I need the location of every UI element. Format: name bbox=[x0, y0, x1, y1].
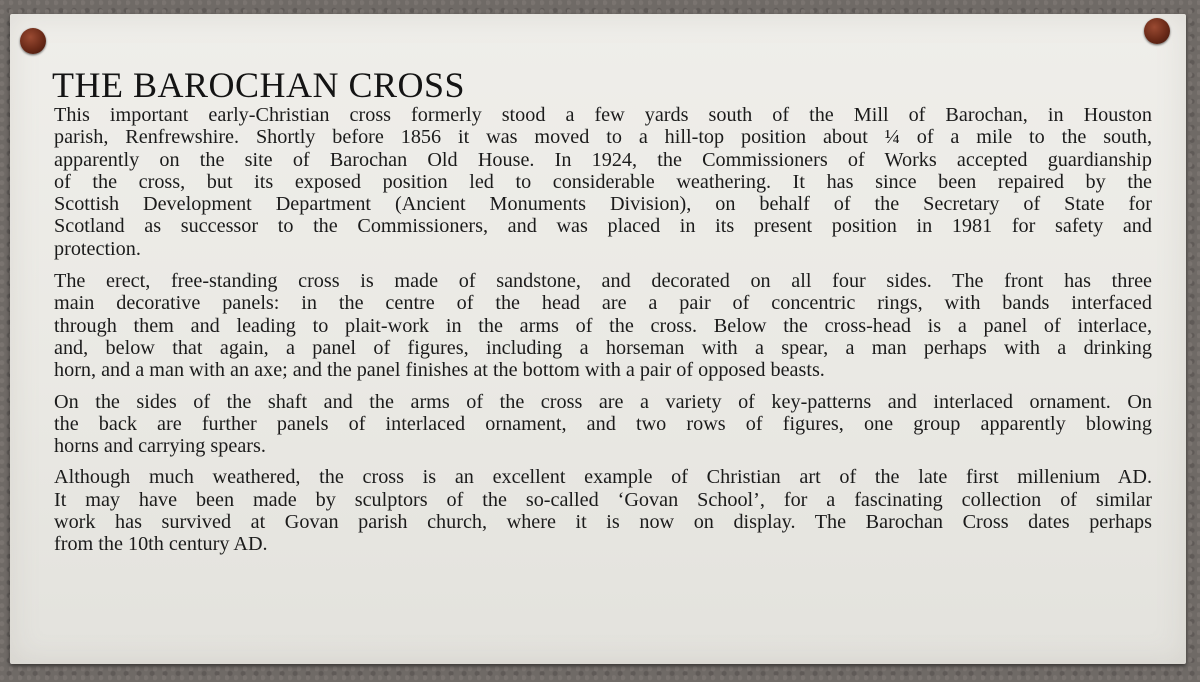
screw-head-icon bbox=[20, 28, 46, 54]
text-line: from the 10th century AD. bbox=[54, 533, 268, 556]
text-line: This important early-Christian cross formerly stood a few yards south of the Mill of Barochan, in Houston bbox=[54, 104, 1152, 126]
text-line: of the cross, but its exposed position led to considerable weathering. It has since been repaired by the bbox=[54, 170, 1152, 193]
text-line: horns and carrying spears. bbox=[54, 435, 266, 458]
paragraph-front-description bbox=[54, 270, 1152, 381]
screw-head-icon bbox=[1144, 18, 1170, 44]
text-line: The erect, free-standing cross is made of sandstone, and decorated on all four sides. The front has three bbox=[54, 270, 1152, 293]
paragraph-sides-description bbox=[54, 391, 1152, 458]
plaque-body bbox=[54, 104, 1152, 556]
text-line: and, below that again, a panel of figures, including a horseman with a spear, a man perhaps with a drinking bbox=[54, 336, 1152, 359]
text-line: On the sides of the shaft and the arms of the cross are a variety of key-patterns and interlaced ornament. On bbox=[54, 390, 1152, 413]
text-line: main decorative panels: in the centre of the head are a pair of concentric rings, with bands interfaced bbox=[54, 292, 1152, 315]
text-line: parish, Renfrewshire. Shortly before 1856 it was moved to a hill-top position about ¼ of a mile to the south, bbox=[54, 126, 1152, 149]
text-line: work has survived at Govan parish church, where it is now on display. The Barochan Cross dates perhaps bbox=[54, 511, 1152, 534]
paragraph-history bbox=[54, 104, 1152, 260]
text-line: It may have been made by sculptors of the so-called ‘Govan School’, for a fascinating collection of similar bbox=[54, 488, 1152, 511]
text-line: Although much weathered, the cross is an excellent example of Christian art of the late first millenium AD. bbox=[54, 466, 1152, 489]
text-line: apparently on the site of Barochan Old House. In 1924, the Commissioners of Works accepted guardianship bbox=[54, 148, 1152, 171]
information-plaque bbox=[10, 14, 1186, 664]
plaque-title: THE BAROCHAN CROSS bbox=[52, 65, 466, 105]
text-line: protection. bbox=[54, 237, 141, 260]
text-line: horn, and a man with an axe; and the panel finishes at the bottom with a pair of opposed beasts. bbox=[54, 359, 825, 382]
text-line: the back are further panels of interlaced ornament, and two rows of figures, one group apparently blowing bbox=[54, 412, 1152, 435]
text-line: Scottish Development Department (Ancient Monuments Division), on behalf of the Secretary of State for bbox=[54, 193, 1152, 216]
text-line: Scotland as successor to the Commissioners, and was placed in its present position in 1981 for safety and bbox=[54, 215, 1152, 238]
paragraph-dating bbox=[54, 466, 1152, 555]
text-line: through them and leading to plait-work in the arms of the cross. Below the cross-head is a panel of interlace, bbox=[54, 314, 1152, 337]
